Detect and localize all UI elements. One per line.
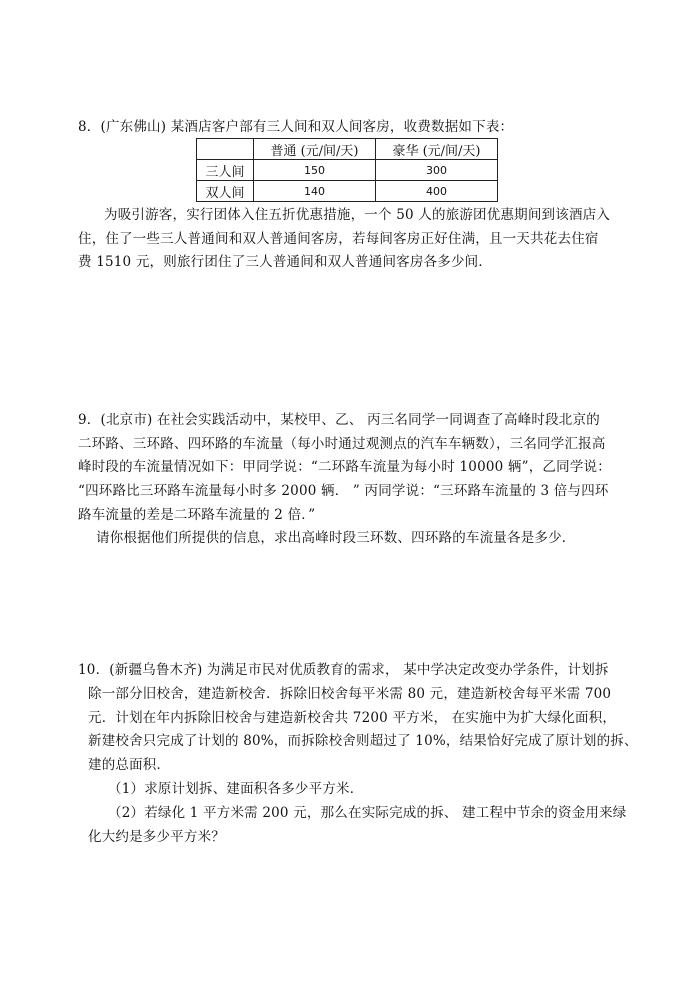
table-row <box>197 160 498 181</box>
table-header-row <box>197 139 498 160</box>
q10-text-line: 元．计划在年内拆除旧校舍与建造新校舍共 7200 平方米， 在实施中为扩大绿化面积， <box>88 710 617 726</box>
q8-text-line: 住，住了一些三人普通间和双人普通间客房，若每间客房正好住满，且一天共花去住宿 <box>78 231 599 247</box>
table-header-cell: 普通 (元/间/天) <box>254 139 376 160</box>
table-row-label: 双人间 <box>197 181 254 202</box>
q9-text-line: 路车流量的差是二环路车流量的 2 倍．” <box>78 507 316 523</box>
fee-table <box>196 138 498 202</box>
q9-text-line: 二环路、三环路、四环路的车流量（每小时通过观测点的汽车车辆数），三名同学汇报高 <box>78 436 606 452</box>
q10-text-line: 新建校舍只完成了计划的 80%，而拆除校舍则超过了 10%，结果恰好完成了原计划的拆、 <box>88 733 638 749</box>
q9-question: 请你根据他们所提供的信息，求出高峰时段三环数、四环路的车流量各是多少． <box>96 530 576 546</box>
q8-title: 8．(广东佛山) 某酒店客户部有三人间和双人间客房，收费数据如下表： <box>78 119 514 135</box>
q9-text-line: 峰时段的车流量情况如下：甲同学说：“二环路车流量为每小时 10000 辆”，乙同学说： <box>78 459 611 475</box>
table-header-cell: 豪华 (元/间/天) <box>376 139 498 160</box>
q10-text-line: 化大约是多少平方米？ <box>88 829 225 845</box>
table-cell: 300 <box>376 160 498 181</box>
table-row-label: 三人间 <box>197 160 254 181</box>
table-cell: 150 <box>254 160 376 181</box>
q10-text-line: 建的总面积． <box>88 757 171 773</box>
table-header-cell <box>197 139 254 160</box>
q9-text-line: “四环路比三环路车流量每小时多 2000 辆． ” 丙同学说：“三环路车流量的 3 倍与四环 <box>78 483 609 499</box>
q9-title: 9．(北京市) 在社会实践活动中，某校甲、乙、 丙三名同学一同调查了高峰时段北京的 <box>78 412 600 428</box>
q10-subquestion-1: （1）求原计划拆、建面积各多少平方米． <box>108 781 364 797</box>
q10-title: 10．(新疆乌鲁木齐) 为满足市民对优质教育的需求， 某中学决定改变办学条件，计划拆 <box>78 662 609 678</box>
q10-subquestion-2: （2）若绿化 1 平方米需 200 元，那么在实际完成的拆、 建工程中节余的资金用来绿 <box>108 805 627 821</box>
table-row <box>197 181 498 202</box>
table-cell: 400 <box>376 181 498 202</box>
q10-text-line: 除一部分旧校舍，建造新校舍．拆除旧校舍每平米需 80 元，建造新校舍每平米需 700 <box>88 686 612 702</box>
q8-text-line: 为吸引游客，实行团体入住五折优惠措施，一个 50 人的旅游团优惠期间到该酒店入 <box>104 207 611 223</box>
q8-text-line: 费 1510 元，则旅行团住了三人普通间和双人普通间客房各多少间． <box>78 254 493 270</box>
table-cell: 140 <box>254 181 376 202</box>
